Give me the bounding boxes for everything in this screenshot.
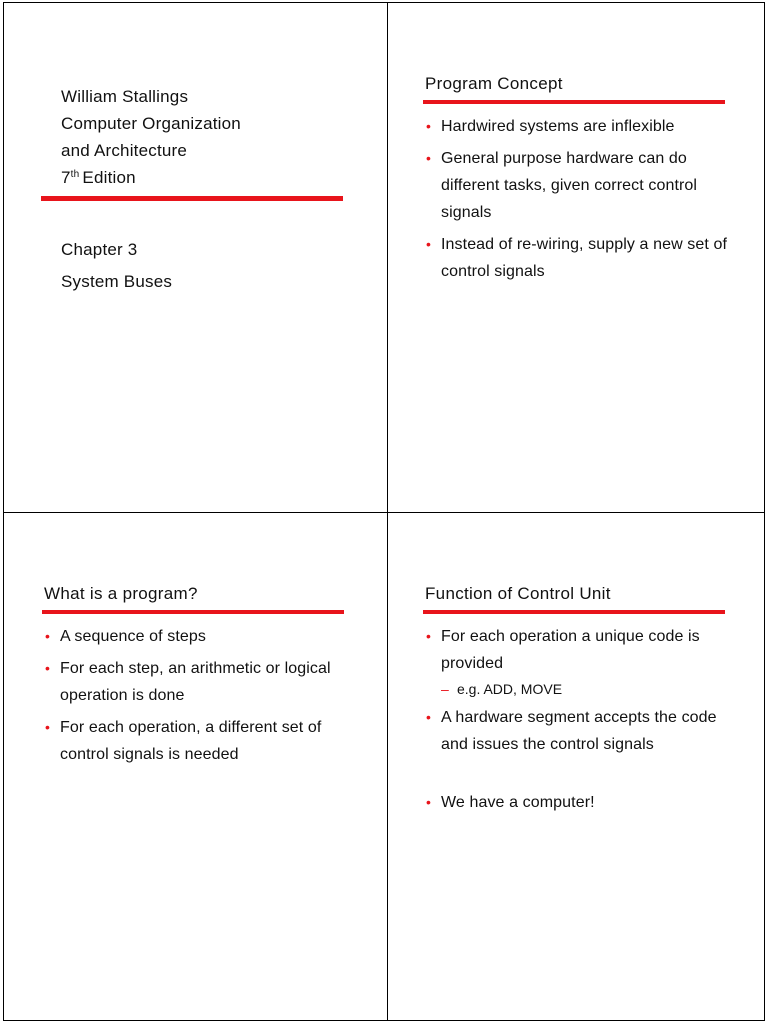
title-red-rule	[41, 196, 343, 201]
slide-program-concept	[385, 3, 765, 511]
bullet-icon: •	[45, 628, 51, 644]
heading-red-rule	[423, 100, 725, 104]
bullet-icon: •	[45, 719, 51, 735]
bullet-text: A hardware segment accepts the code and issues the control signals	[441, 709, 717, 753]
bullet-list	[42, 623, 362, 773]
handout-page	[3, 2, 765, 1021]
edition-word: Edition	[82, 168, 136, 187]
bullet-item	[423, 145, 743, 226]
chapter-block	[61, 234, 172, 298]
heading-red-rule	[42, 610, 344, 614]
bullet-item	[42, 623, 362, 650]
bullet-icon: •	[426, 794, 432, 810]
sub-bullet-text: e.g. ADD, MOVE	[457, 681, 563, 697]
slide-heading: What is a program?	[44, 584, 198, 603]
title-block	[61, 83, 241, 191]
bullet-item	[423, 623, 743, 677]
slide-heading: Function of Control Unit	[425, 584, 611, 603]
bullet-item	[42, 714, 362, 768]
edition-superscript: th	[70, 169, 80, 180]
bullet-item	[423, 231, 743, 285]
bullet-text: For each step, an arithmetic or logical operation is done	[60, 660, 331, 704]
edition	[61, 164, 241, 191]
bullet-item	[42, 655, 362, 709]
bullet-icon: •	[426, 150, 432, 166]
book-title-line1: Computer Organization	[61, 114, 241, 133]
slide-function-of-control-unit	[385, 513, 765, 1021]
chapter-title: System Buses	[61, 272, 173, 291]
slide-title	[4, 3, 384, 511]
chapter-number: Chapter 3	[61, 240, 138, 259]
bullet-list	[423, 113, 743, 290]
bullet-item	[423, 113, 743, 140]
bullet-text: A sequence of steps	[60, 628, 207, 645]
slide-what-is-a-program	[4, 513, 384, 1021]
edition-number: 7	[61, 168, 71, 187]
bullet-icon: •	[426, 709, 432, 725]
bullet-item	[423, 704, 743, 758]
bullet-icon: •	[45, 660, 51, 676]
bullet-item	[423, 789, 743, 816]
dash-icon: –	[441, 681, 449, 697]
slide-heading: Program Concept	[425, 74, 563, 93]
spacer	[423, 763, 743, 789]
sub-bullet-item	[423, 679, 743, 699]
bullet-text: General purpose hardware can do different tasks, given correct control signals	[441, 150, 698, 221]
bullet-text: For each operation a unique code is provided	[441, 628, 700, 672]
bullet-text: We have a computer!	[441, 794, 595, 811]
bullet-text: Hardwired systems are inflexible	[441, 118, 675, 135]
bullet-icon: •	[426, 118, 432, 134]
bullet-list	[423, 623, 743, 821]
bullet-icon: •	[426, 628, 432, 644]
author-name: William Stallings	[61, 87, 189, 106]
book-title-line2: and Architecture	[61, 141, 188, 160]
bullet-icon: •	[426, 236, 432, 252]
bullet-text: Instead of re-wiring, supply a new set of control signals	[441, 236, 728, 280]
heading-red-rule	[423, 610, 725, 614]
bullet-text: For each operation, a different set of control signals is needed	[60, 719, 322, 763]
